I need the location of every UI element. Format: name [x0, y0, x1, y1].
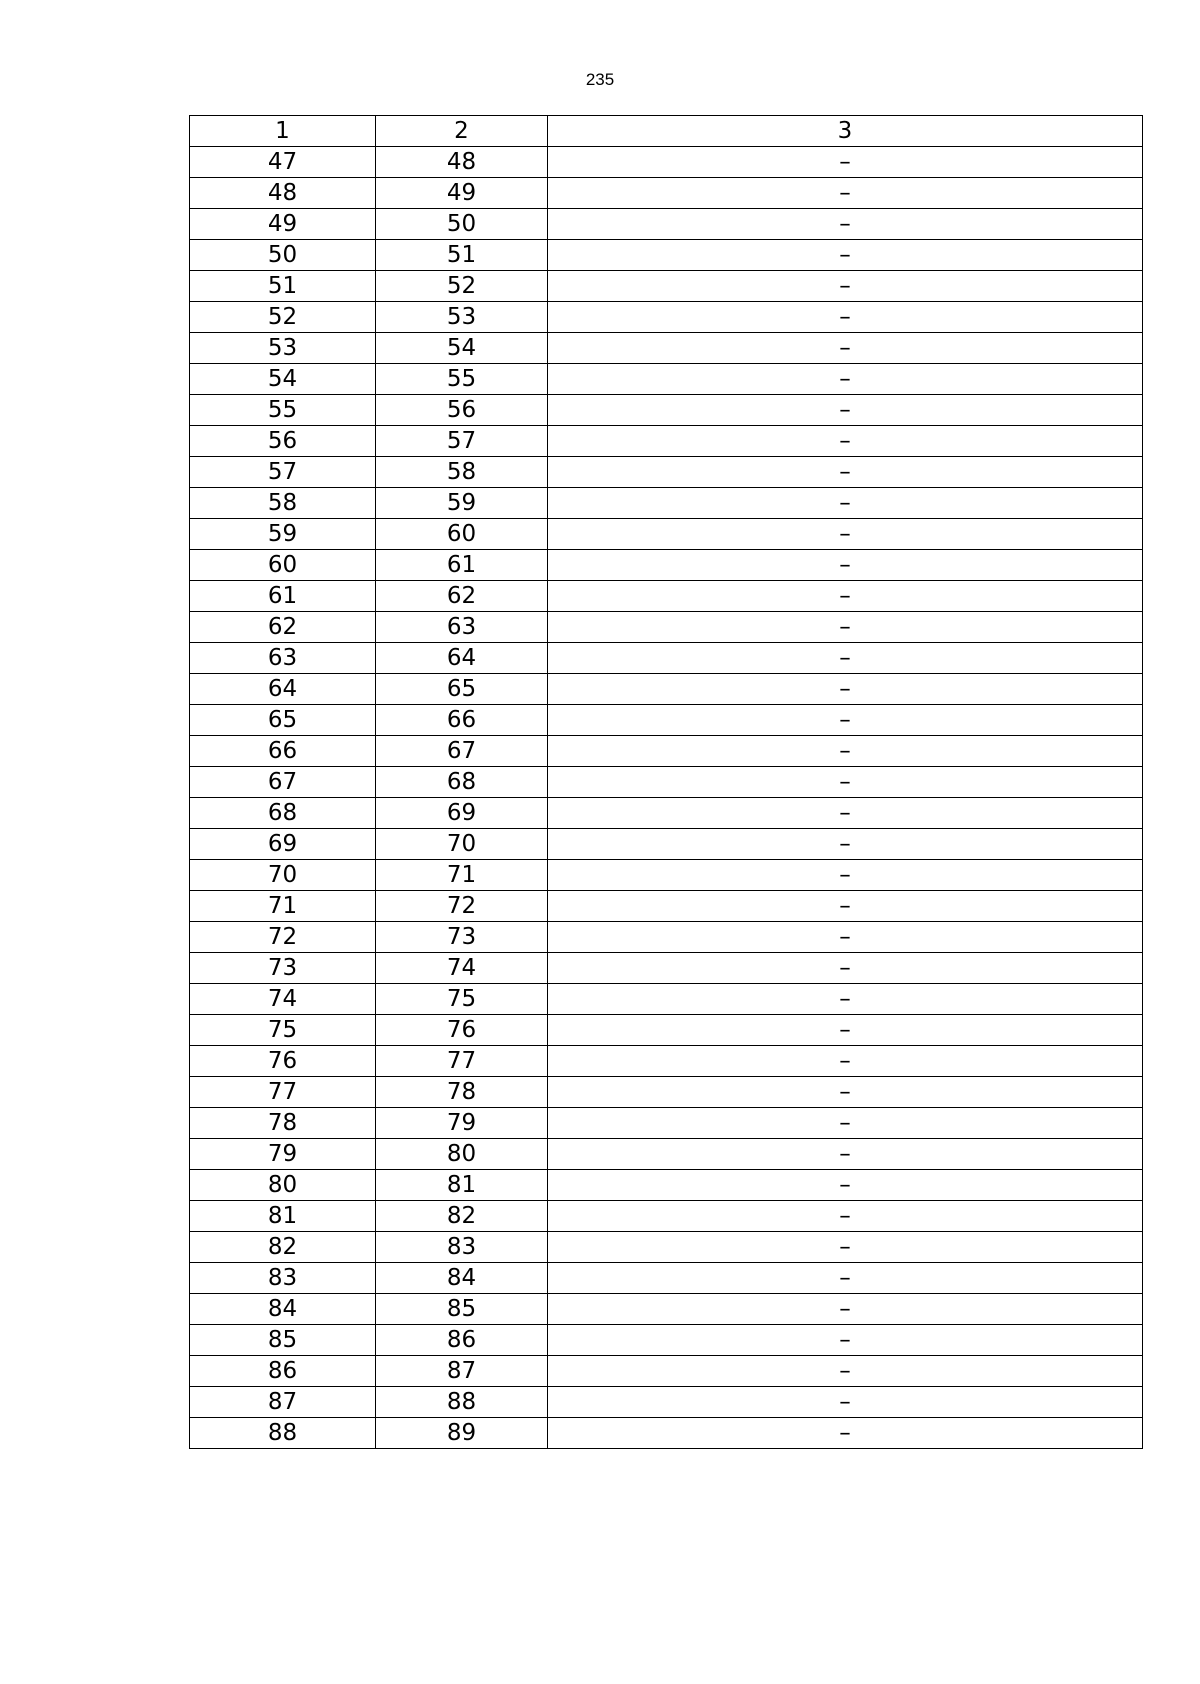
- table-cell-col2: 80: [376, 1139, 548, 1170]
- table-cell-col2: 73: [376, 922, 548, 953]
- table-row: [190, 1046, 1143, 1077]
- table-cell-col2: 77: [376, 1046, 548, 1077]
- table-cell-col2: 63: [376, 612, 548, 643]
- table-cell-col2: 79: [376, 1108, 548, 1139]
- table-cell-col2: 75: [376, 984, 548, 1015]
- table-cell-col2: 51: [376, 240, 548, 271]
- table-cell-col1: 54: [190, 364, 376, 395]
- table-cell-col1: 47: [190, 147, 376, 178]
- table-cell-col1: 80: [190, 1170, 376, 1201]
- table-row: [190, 1170, 1143, 1201]
- table-row: [190, 550, 1143, 581]
- table-cell-col2: 68: [376, 767, 548, 798]
- table-cell-col2: 87: [376, 1356, 548, 1387]
- table-cell-col1: 85: [190, 1325, 376, 1356]
- table-cell-col3: –: [548, 798, 1143, 829]
- table-cell-col3: –: [548, 953, 1143, 984]
- table-cell-col3: –: [548, 147, 1143, 178]
- table-cell-col2: 88: [376, 1387, 548, 1418]
- table-cell-col3: –: [548, 1294, 1143, 1325]
- table-cell-col1: 78: [190, 1108, 376, 1139]
- table-row: [190, 674, 1143, 705]
- table-cell-col2: 50: [376, 209, 548, 240]
- table-cell-col2: 48: [376, 147, 548, 178]
- table-cell-col2: 66: [376, 705, 548, 736]
- page-number: 235: [585, 70, 615, 89]
- table-cell-col1: 67: [190, 767, 376, 798]
- table-cell-col2: 82: [376, 1201, 548, 1232]
- table-row: [190, 426, 1143, 457]
- table-row: [190, 457, 1143, 488]
- table-cell-col2: 58: [376, 457, 548, 488]
- table-cell-col1: 57: [190, 457, 376, 488]
- table-row: [190, 1201, 1143, 1232]
- table-row: [190, 736, 1143, 767]
- table-cell-col1: 52: [190, 302, 376, 333]
- table-cell-col3: –: [548, 860, 1143, 891]
- table-header-row: [190, 116, 1143, 147]
- table-cell-col1: 73: [190, 953, 376, 984]
- table-row: [190, 581, 1143, 612]
- table-cell-col1: 55: [190, 395, 376, 426]
- table-cell-col3: –: [548, 271, 1143, 302]
- table-cell-col3: –: [548, 984, 1143, 1015]
- table-row: [190, 1015, 1143, 1046]
- table-cell-col1: 66: [190, 736, 376, 767]
- table-cell-col1: 64: [190, 674, 376, 705]
- table-cell-col3: –: [548, 891, 1143, 922]
- column-header-1: 1: [190, 116, 376, 147]
- table-cell-col2: 56: [376, 395, 548, 426]
- table-cell-col3: –: [548, 209, 1143, 240]
- table-row: [190, 209, 1143, 240]
- table-cell-col3: –: [548, 519, 1143, 550]
- table-cell-col3: –: [548, 767, 1143, 798]
- table-cell-col3: –: [548, 643, 1143, 674]
- table-row: [190, 1139, 1143, 1170]
- table-cell-col1: 50: [190, 240, 376, 271]
- table-cell-col2: 59: [376, 488, 548, 519]
- table-cell-col1: 87: [190, 1387, 376, 1418]
- table-row: [190, 1418, 1143, 1449]
- table-row: [190, 333, 1143, 364]
- table-cell-col1: 53: [190, 333, 376, 364]
- table-cell-col2: 64: [376, 643, 548, 674]
- table-cell-col1: 61: [190, 581, 376, 612]
- table-row: [190, 395, 1143, 426]
- table-cell-col3: –: [548, 1108, 1143, 1139]
- table-cell-col2: 49: [376, 178, 548, 209]
- table-row: [190, 178, 1143, 209]
- table-cell-col1: 58: [190, 488, 376, 519]
- table-cell-col3: –: [548, 302, 1143, 333]
- table-cell-col2: 53: [376, 302, 548, 333]
- table-cell-col2: 76: [376, 1015, 548, 1046]
- table-row: [190, 922, 1143, 953]
- table-cell-col3: –: [548, 1356, 1143, 1387]
- table-row: [190, 1294, 1143, 1325]
- table-cell-col3: –: [548, 178, 1143, 209]
- table-cell-col3: –: [548, 1232, 1143, 1263]
- table-cell-col2: 84: [376, 1263, 548, 1294]
- table-cell-col1: 48: [190, 178, 376, 209]
- table-row: [190, 1232, 1143, 1263]
- table-cell-col3: –: [548, 1201, 1143, 1232]
- table-cell-col1: 77: [190, 1077, 376, 1108]
- table-row: [190, 240, 1143, 271]
- table-cell-col3: –: [548, 1325, 1143, 1356]
- table-cell-col3: –: [548, 1263, 1143, 1294]
- table-cell-col1: 68: [190, 798, 376, 829]
- table-cell-col3: –: [548, 612, 1143, 643]
- table-cell-col3: –: [548, 1418, 1143, 1449]
- table-cell-col1: 49: [190, 209, 376, 240]
- table-cell-col1: 88: [190, 1418, 376, 1449]
- table-cell-col1: 60: [190, 550, 376, 581]
- table-cell-col2: 72: [376, 891, 548, 922]
- table-row: [190, 1387, 1143, 1418]
- table-cell-col2: 85: [376, 1294, 548, 1325]
- table-row: [190, 705, 1143, 736]
- table-cell-col2: 81: [376, 1170, 548, 1201]
- table-cell-col3: –: [548, 395, 1143, 426]
- table-cell-col3: –: [548, 674, 1143, 705]
- table-row: [190, 643, 1143, 674]
- table-cell-col2: 74: [376, 953, 548, 984]
- table-cell-col3: –: [548, 1015, 1143, 1046]
- table-row: [190, 953, 1143, 984]
- table-row: [190, 612, 1143, 643]
- data-table: [189, 115, 1143, 1449]
- table-cell-col2: 71: [376, 860, 548, 891]
- table-row: [190, 984, 1143, 1015]
- table-cell-col3: –: [548, 829, 1143, 860]
- table-cell-col2: 78: [376, 1077, 548, 1108]
- table-cell-col1: 84: [190, 1294, 376, 1325]
- table-cell-col1: 82: [190, 1232, 376, 1263]
- table-cell-col1: 51: [190, 271, 376, 302]
- table-row: [190, 798, 1143, 829]
- table-cell-col1: 79: [190, 1139, 376, 1170]
- table-row: [190, 891, 1143, 922]
- table-cell-col3: –: [548, 550, 1143, 581]
- table-row: [190, 767, 1143, 798]
- table-cell-col3: –: [548, 488, 1143, 519]
- table-cell-col3: –: [548, 240, 1143, 271]
- table-row: [190, 364, 1143, 395]
- table-cell-col2: 62: [376, 581, 548, 612]
- table-row: [190, 1263, 1143, 1294]
- table-cell-col1: 83: [190, 1263, 376, 1294]
- table-cell-col1: 63: [190, 643, 376, 674]
- table-cell-col2: 55: [376, 364, 548, 395]
- table-row: [190, 1356, 1143, 1387]
- table-cell-col1: 75: [190, 1015, 376, 1046]
- table-row: [190, 829, 1143, 860]
- column-header-2: 2: [376, 116, 548, 147]
- table-cell-col2: 67: [376, 736, 548, 767]
- table-cell-col3: –: [548, 333, 1143, 364]
- table-cell-col3: –: [548, 1387, 1143, 1418]
- table-cell-col2: 61: [376, 550, 548, 581]
- table-cell-col2: 65: [376, 674, 548, 705]
- table-cell-col3: –: [548, 705, 1143, 736]
- table-cell-col3: –: [548, 364, 1143, 395]
- table-cell-col3: –: [548, 1139, 1143, 1170]
- table-cell-col3: –: [548, 922, 1143, 953]
- table-row: [190, 271, 1143, 302]
- table-body: [190, 116, 1143, 1449]
- table-row: [190, 1108, 1143, 1139]
- table-cell-col1: 74: [190, 984, 376, 1015]
- table-cell-col1: 76: [190, 1046, 376, 1077]
- table-row: [190, 302, 1143, 333]
- table-row: [190, 1077, 1143, 1108]
- table-cell-col1: 81: [190, 1201, 376, 1232]
- table-cell-col3: –: [548, 1046, 1143, 1077]
- table-cell-col1: 70: [190, 860, 376, 891]
- table-row: [190, 147, 1143, 178]
- table-cell-col2: 89: [376, 1418, 548, 1449]
- table-cell-col1: 71: [190, 891, 376, 922]
- table-cell-col1: 86: [190, 1356, 376, 1387]
- table-cell-col3: –: [548, 581, 1143, 612]
- table-cell-col2: 52: [376, 271, 548, 302]
- table-cell-col1: 59: [190, 519, 376, 550]
- table-cell-col1: 69: [190, 829, 376, 860]
- table-row: [190, 519, 1143, 550]
- table-cell-col1: 65: [190, 705, 376, 736]
- table-cell-col2: 57: [376, 426, 548, 457]
- table-row: [190, 860, 1143, 891]
- table-cell-col3: –: [548, 426, 1143, 457]
- table-cell-col1: 62: [190, 612, 376, 643]
- table-cell-col2: 69: [376, 798, 548, 829]
- table-cell-col3: –: [548, 736, 1143, 767]
- table-row: [190, 488, 1143, 519]
- table-cell-col3: –: [548, 1077, 1143, 1108]
- table-cell-col2: 83: [376, 1232, 548, 1263]
- table-cell-col3: –: [548, 1170, 1143, 1201]
- table-cell-col2: 60: [376, 519, 548, 550]
- table-cell-col1: 56: [190, 426, 376, 457]
- table-cell-col2: 70: [376, 829, 548, 860]
- table-cell-col1: 72: [190, 922, 376, 953]
- table-cell-col2: 54: [376, 333, 548, 364]
- table-cell-col2: 86: [376, 1325, 548, 1356]
- table-cell-col3: –: [548, 457, 1143, 488]
- table-row: [190, 1325, 1143, 1356]
- column-header-3: 3: [548, 116, 1143, 147]
